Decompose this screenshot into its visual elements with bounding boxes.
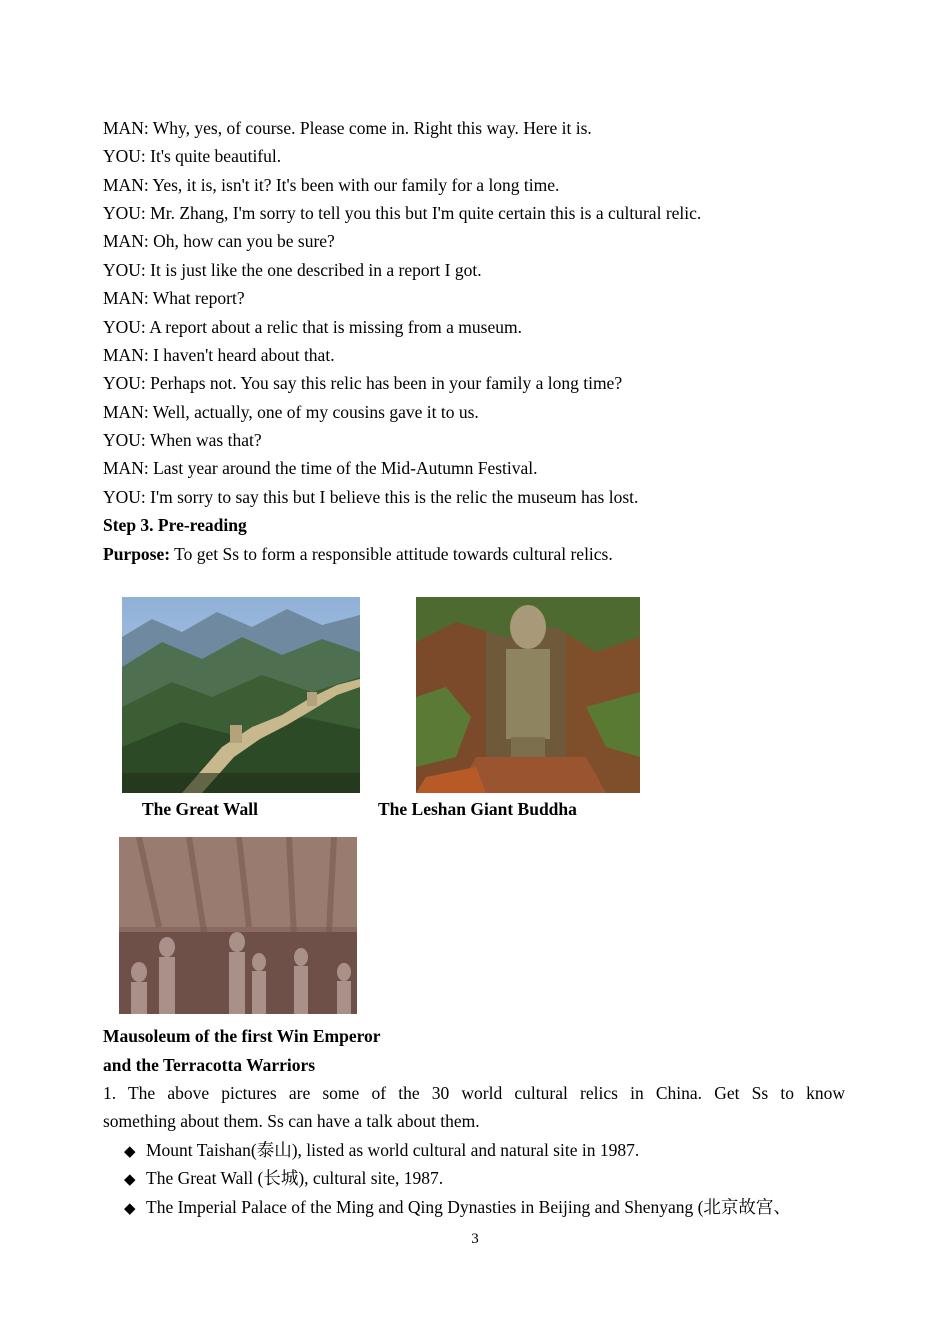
list-item: ◆ Mount Taishan(泰山), listed as world cultural and natural site in 1987. bbox=[124, 1140, 640, 1160]
dialogue-line: MAN: Last year around the time of the Mid-Autumn Festival. bbox=[103, 458, 538, 478]
diamond-bullet-icon: ◆ bbox=[124, 1201, 136, 1217]
terracotta-warriors-photo bbox=[119, 837, 357, 1014]
purpose-line bbox=[103, 544, 613, 564]
diamond-bullet-icon: ◆ bbox=[124, 1172, 136, 1188]
dialogue-line: YOU: It's quite beautiful. bbox=[103, 146, 282, 166]
leshan-buddha-photo bbox=[416, 597, 640, 793]
dialogue-line: YOU: It is just like the one described in a report I got. bbox=[103, 260, 482, 280]
dialogue-line: MAN: Yes, it is, isn't it? It's been with our family for a long time. bbox=[103, 175, 560, 195]
page-number: 3 bbox=[471, 1231, 479, 1247]
caption-terracotta-line1: Mausoleum of the first Win Emperor bbox=[103, 1026, 381, 1046]
dialogue-line: MAN: Well, actually, one of my cousins gave it to us. bbox=[103, 402, 479, 422]
purpose-text: To get Ss to form a responsible attitude towards cultural relics. bbox=[170, 544, 613, 564]
purpose-label: Purpose: bbox=[103, 544, 171, 564]
step-heading: Step 3. Pre-reading bbox=[103, 515, 247, 535]
leshan-buddha-image bbox=[416, 597, 640, 793]
paragraph-line: something about them. Ss can have a talk about them. bbox=[103, 1111, 480, 1131]
dialogue-line: MAN: Oh, how can you be sure? bbox=[103, 231, 335, 251]
dialogue-line: YOU: Perhaps not. You say this relic has been in your family a long time? bbox=[103, 373, 623, 393]
caption-great-wall: The Great Wall bbox=[142, 799, 259, 819]
dialogue-line: MAN: I haven't heard about that. bbox=[103, 345, 335, 365]
paragraph-line: 1. The above pictures are some of the 30 world cultural relics in China. Get Ss to know bbox=[103, 1083, 845, 1103]
dialogue-line: YOU: When was that? bbox=[103, 430, 262, 450]
dialogue-line: YOU: I'm sorry to say this but I believe this is the relic the museum has lost. bbox=[103, 487, 639, 507]
great-wall-image bbox=[122, 597, 360, 793]
dialogue-line: MAN: What report? bbox=[103, 288, 245, 308]
caption-terracotta-line2: and the Terracotta Warriors bbox=[103, 1055, 316, 1075]
list-item: ◆ The Great Wall (长城), cultural site, 1987. bbox=[124, 1168, 444, 1188]
list-item: ◆ The Imperial Palace of the Ming and Qing Dynasties in Beijing and Shenyang (北京故宫、 bbox=[124, 1197, 791, 1217]
great-wall-photo bbox=[122, 597, 360, 793]
caption-leshan-buddha: The Leshan Giant Buddha bbox=[378, 799, 577, 819]
diamond-bullet-icon: ◆ bbox=[124, 1144, 136, 1160]
dialogue-line: YOU: A report about a relic that is missing from a museum. bbox=[103, 317, 522, 337]
dialogue-line: YOU: Mr. Zhang, I'm sorry to tell you this but I'm quite certain this is a cultural relic. bbox=[103, 203, 702, 223]
dialogue-line: MAN: Why, yes, of course. Please come in. Right this way. Here it is. bbox=[103, 118, 592, 138]
terracotta-warriors-image bbox=[119, 837, 357, 1014]
